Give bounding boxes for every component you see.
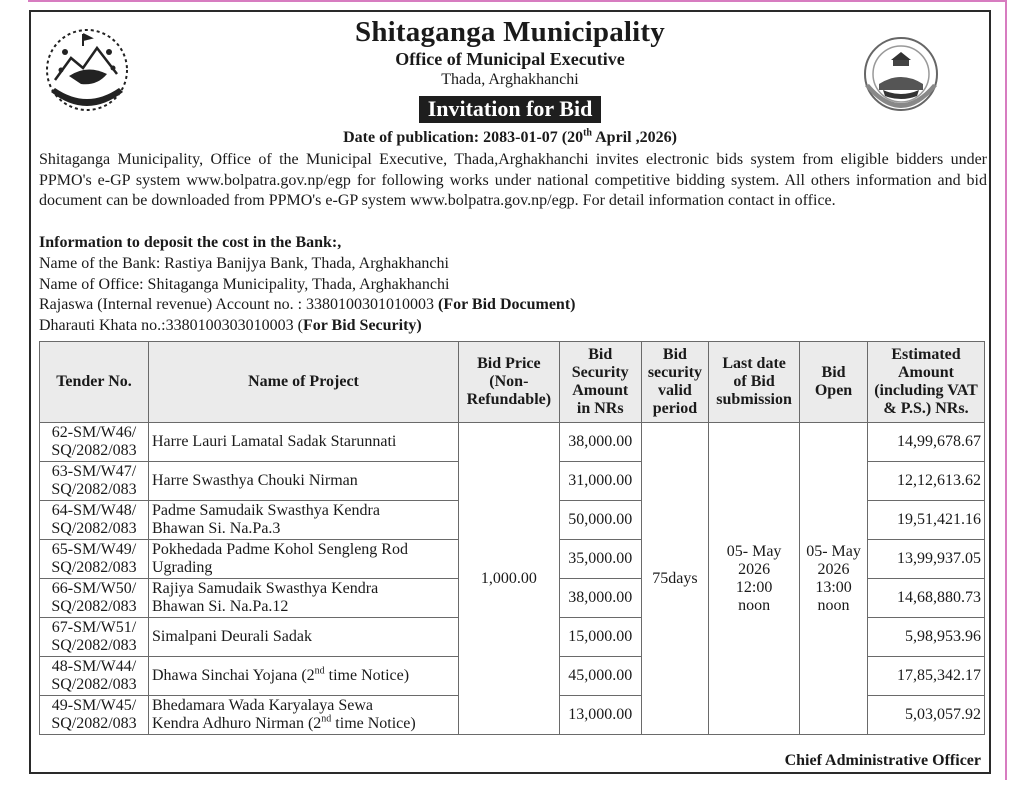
municipality-title: Shitaganga Municipality xyxy=(355,16,665,48)
project-name-cell: Pokhedada Padme Kohol Sengleng Rod Ugrading xyxy=(149,540,459,579)
table-header-row xyxy=(40,342,985,423)
publication-date-tail: April ,2026) xyxy=(592,129,677,146)
bid-security-cell: 15,000.00 xyxy=(559,618,641,657)
bid-security-cell: 31,000.00 xyxy=(559,462,641,501)
publication-date-sup: th xyxy=(583,127,592,139)
tender-no-cell: 67-SM/W51/ SQ/2082/083 xyxy=(40,618,149,657)
estimate-cell: 19,51,421.16 xyxy=(868,501,985,540)
estimate-cell: 14,68,880.73 xyxy=(868,579,985,618)
tender-no-cell: 62-SM/W46/ SQ/2082/083 xyxy=(40,423,149,462)
header-estimate: Estimated Amount (including VAT & P.S.) NRs. xyxy=(868,342,985,423)
tender-no-cell: 63-SM/W47/ SQ/2082/083 xyxy=(40,462,149,501)
estimate-cell: 12,12,613.62 xyxy=(868,462,985,501)
publication-date xyxy=(31,129,989,147)
tender-no-cell: 66-SM/W50/ SQ/2082/083 xyxy=(40,579,149,618)
project-name-cell: Simalpani Deurali Sadak xyxy=(149,618,459,657)
estimate-cell: 14,99,678.67 xyxy=(868,423,985,462)
intro-paragraph: Shitaganga Municipality, Office of the Municipal Executive, Thada,Arghakhanchi invites electronic bids system from eligible bidders under PPMO's e-GP system www.bolpatra.gov.np/egp for following works under national competitive bidding system. All others information and bid document can be downloaded from PPMO's e-GP system www.bolpatra.gov.np/egp. For detail information contact in office. xyxy=(39,151,987,210)
header-bid-price: Bid Price (Non- Refundable) xyxy=(459,342,560,423)
office-subtitle: Office of Municipal Executive xyxy=(395,49,625,69)
ordinal-sup: nd xyxy=(314,665,325,677)
bid-price-cell: 1,000.00 xyxy=(459,423,560,735)
header-project: Name of Project xyxy=(149,342,459,423)
office-name: Name of Office: Shitaganga Municipality, Thada, Arghakhanchi xyxy=(39,275,450,293)
signatory: Chief Administrative Officer xyxy=(784,752,981,769)
page-right-rule xyxy=(1005,0,1007,780)
project-name-cell: Dhawa Sinchai Yojana (2nd time Notice) xyxy=(149,657,459,696)
bank-info-heading: Information to deposit the cost in the Bank:, xyxy=(39,234,342,251)
bank-info xyxy=(39,233,575,337)
estimate-cell: 17,85,342.17 xyxy=(868,657,985,696)
ordinal-sup: nd xyxy=(321,713,332,725)
project-name-cell: Bhedamara Wada Karyalaya Sewa Kendra Adhuro Nirman (2nd time Notice) xyxy=(149,696,459,735)
bid-security-cell: 13,000.00 xyxy=(559,696,641,735)
tender-no-cell: 64-SM/W48/ SQ/2082/083 xyxy=(40,501,149,540)
project-name-cell: Harre Lauri Lamatal Sadak Starunnati xyxy=(149,423,459,462)
header-last-date: Last date of Bid submission xyxy=(709,342,800,423)
last-date-cell: 05- May 2026 12:00 noon xyxy=(709,423,800,735)
bid-security-cell: 38,000.00 xyxy=(559,423,641,462)
header-bid-open: Bid Open xyxy=(800,342,868,423)
estimate-cell: 13,99,937.05 xyxy=(868,540,985,579)
tender-no-cell: 49-SM/W45/ SQ/2082/083 xyxy=(40,696,149,735)
invitation-banner: Invitation for Bid xyxy=(419,96,602,123)
validity-cell: 75days xyxy=(641,423,708,735)
banner-wrap xyxy=(31,96,989,123)
bid-security-cell: 35,000.00 xyxy=(559,540,641,579)
tender-no-cell: 65-SM/W49/ SQ/2082/083 xyxy=(40,540,149,579)
bid-security-cell: 45,000.00 xyxy=(559,657,641,696)
header-tender-no: Tender No. xyxy=(40,342,149,423)
revenue-account: Rajaswa (Internal revenue) Account no. : 3380100301010003 (For Bid Document) xyxy=(39,296,576,314)
project-name-cell: Padme Samudaik Swasthya Kendra Bhawan Si. Na.Pa.3 xyxy=(149,501,459,540)
header-bid-security: Bid Security Amount in NRs xyxy=(559,342,641,423)
bid-table xyxy=(39,341,985,735)
estimate-cell: 5,03,057.92 xyxy=(868,696,985,735)
bid-open-cell: 05- May 2026 13:00 noon xyxy=(800,423,868,735)
notice-frame xyxy=(29,10,991,774)
table-body xyxy=(40,423,985,735)
project-name-cell: Rajiya Samudaik Swasthya Kendra Bhawan Si. Na.Pa.12 xyxy=(149,579,459,618)
page-top-rule xyxy=(28,0,1006,2)
bid-security-cell: 38,000.00 xyxy=(559,579,641,618)
tender-no-cell: 48-SM/W44/ SQ/2082/083 xyxy=(40,657,149,696)
office-address: Thada, Arghakhanchi xyxy=(441,71,579,88)
security-account: Dharauti Khata no.:3380100303010003 (For Bid Security) xyxy=(39,317,422,335)
estimate-cell: 5,98,953.96 xyxy=(868,618,985,657)
header-validity: Bid security valid period xyxy=(641,342,708,423)
project-name-cell: Harre Swasthya Chouki Nirman xyxy=(149,462,459,501)
publication-date-main: Date of publication: 2083-01-07 (20 xyxy=(343,129,584,146)
bank-name: Name of the Bank: Rastiya Banijya Bank, Thada, Arghakhanchi xyxy=(39,254,449,272)
bid-security-cell: 50,000.00 xyxy=(559,501,641,540)
table-row xyxy=(40,423,985,462)
